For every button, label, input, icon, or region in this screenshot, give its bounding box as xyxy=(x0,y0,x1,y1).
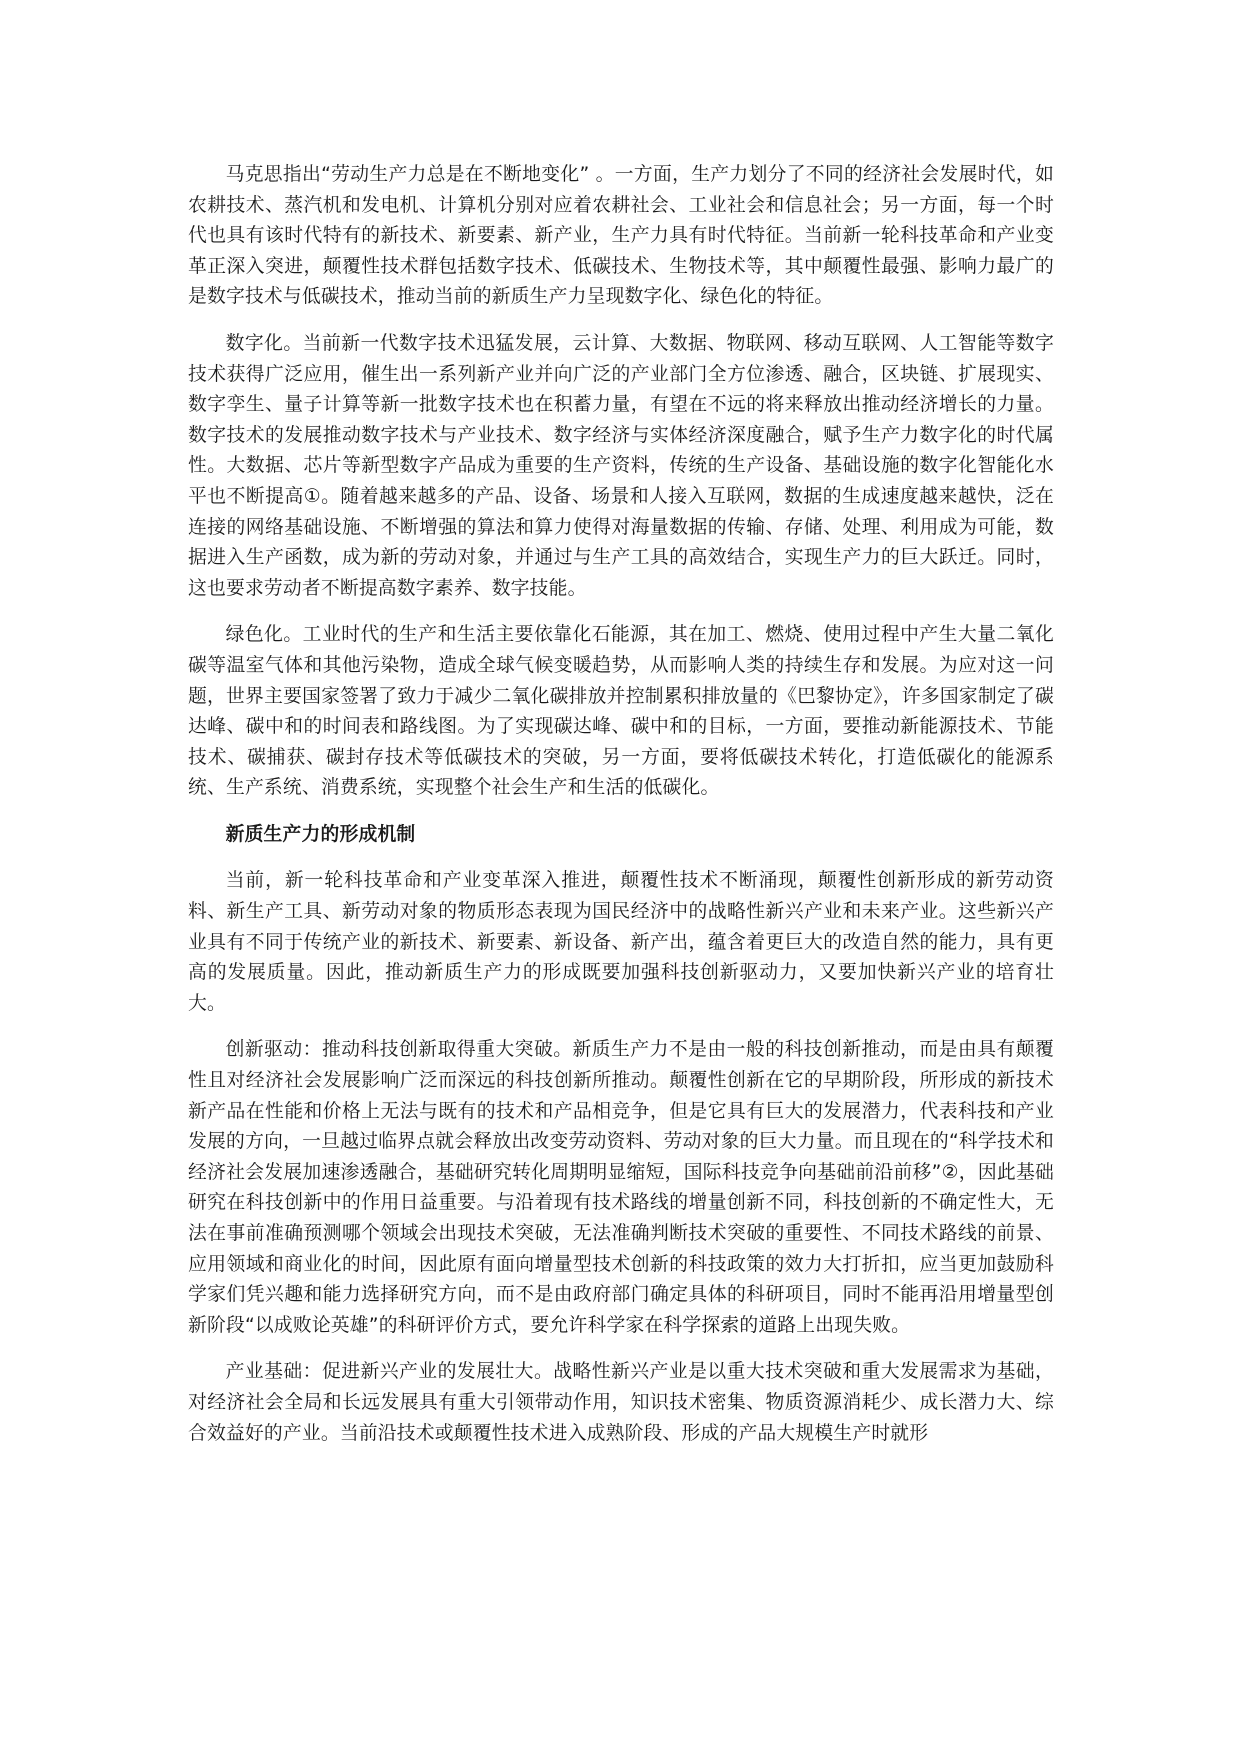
paragraph-section-intro: 当前，新一轮科技革命和产业变革深入推进，颠覆性技术不断涌现，颠覆性创新形成的新劳动资料、新生产工具、新劳动对象的物质形态表现为国民经济中的战略性新兴产业和未来产业。这些新兴产业具有不同于传统产业的新技术、新要素、新设备、新产出，蕴含着更巨大的改造自然的能力，具有更高的发展质量。因此，推动新质生产力的形成既要加强科技创新驱动力，又要加快新兴产业的培育壮大。 xyxy=(188,870,1054,1014)
paragraph-innovation-driven: 创新驱动：推动科技创新取得重大突破。新质生产力不是由一般的科技创新推动，而是由具有颠覆性且对经济社会发展影响广泛而深远的科技创新所推动。颠覆性创新在它的早期阶段，所形成的新技术新产品在性能和价格上无法与既有的技术和产品相竞争，但是它具有巨大的发展潜力，代表科技和产业发展的方向，一旦越过临界点就会释放出改变劳动资料、劳动对象的巨大力量。而且现在的“科学技术和经济社会发展加速渗透融合，基础研究转化周期明显缩短，国际科技竞争向基础前沿前移”②，因此基础研究在科技创新中的作用日益重要。与沿着现有技术路线的增量创新不同，科技创新的不确定性大，无法在事前准确预测哪个领域会出现技术突破，无法准确判断技术突破的重要性、不同技术路线的前景、应用领域和商业化的时间，因此原有面向增量型技术创新的科技政策的效力大打折扣，应当更加鼓励科学家们凭兴趣和能力选择研究方向，而不是由政府部门确定具体的科研项目，同时不能再沿用增量型创新阶段“以成败论英雄”的科研评价方式，要允许科学家在科学探索的道路上出现失败。 xyxy=(188,1039,1054,1336)
document-body xyxy=(188,160,1054,1465)
paragraph-digitalization: 数字化。当前新一代数字技术迅猛发展，云计算、大数据、物联网、移动互联网、人工智能等数字技术获得广泛应用，催生出一系列新产业并向广泛的产业部门全方位渗透、融合，区块链、扩展现实、数字孪生、量子计算等新一批数字技术也在积蓄力量，有望在不远的将来释放出推动经济增长的力量。数字技术的发展推动数字技术与产业技术、数字经济与实体经济深度融合，赋予生产力数字化的时代属性。大数据、芯片等新型数字产品成为重要的生产资料，传统的生产设备、基础设施的数字化智能化水平也不断提高①。随着越来越多的产品、设备、场景和人接入互联网，数据的生成速度越来越快，泛在连接的网络基础设施、不断增强的算法和算力使得对海量数据的传输、存储、处理、利用成为可能，数据进入生产函数，成为新的劳动对象，并通过与生产工具的高效结合，实现生产力的巨大跃迁。同时，这也要求劳动者不断提高数字素养、数字技能。 xyxy=(188,332,1054,599)
paragraph-industrial-base: 产业基础：促进新兴产业的发展壮大。战略性新兴产业是以重大技术突破和重大发展需求为基础，对经济社会全局和长远发展具有重大引领带动作用，知识技术密集、物质资源消耗少、成长潜力大、综合效益好的产业。当前沿技术或颠覆性技术进入成熟阶段、形成的产品大规模生产时就形 xyxy=(188,1361,1054,1444)
section-heading: 新质生产力的形成机制 xyxy=(225,823,416,845)
paragraph-greenization: 绿色化。工业时代的生产和生活主要依靠化石能源，其在加工、燃烧、使用过程中产生大量二氧化碳等温室气体和其他污染物，造成全球气候变暖趋势，从而影响人类的持续生存和发展。为应对这一问题，世界主要国家签署了致力于减少二氧化碳排放并控制累积排放量的《巴黎协定》，许多国家制定了碳达峰、碳中和的时间表和路线图。为了实现碳达峰、碳中和的目标，一方面，要推动新能源技术、节能技术、碳捕获、碳封存技术等低碳技术的突破，另一方面，要将低碳技术转化，打造低碳化的能源系统、生产系统、消费系统，实现整个社会生产和生活的低碳化。 xyxy=(188,624,1054,799)
paragraph-intro: 马克思指出“劳动生产力总是在不断地变化” 。一方面，生产力划分了不同的经济社会发展时代，如农耕技术、蒸汽机和发电机、计算机分别对应着农耕社会、工业社会和信息社会；另一方面，每一个时代也具有该时代特有的新技术、新要素、新产业，生产力具有时代特征。当前新一轮科技革命和产业变革正深入突进，颠覆性技术群包括数字技术、低碳技术、生物技术等，其中颠覆性最强、影响力最广的是数字技术与低碳技术，推动当前的新质生产力呈现数字化、绿色化的特征。 xyxy=(188,164,1054,308)
